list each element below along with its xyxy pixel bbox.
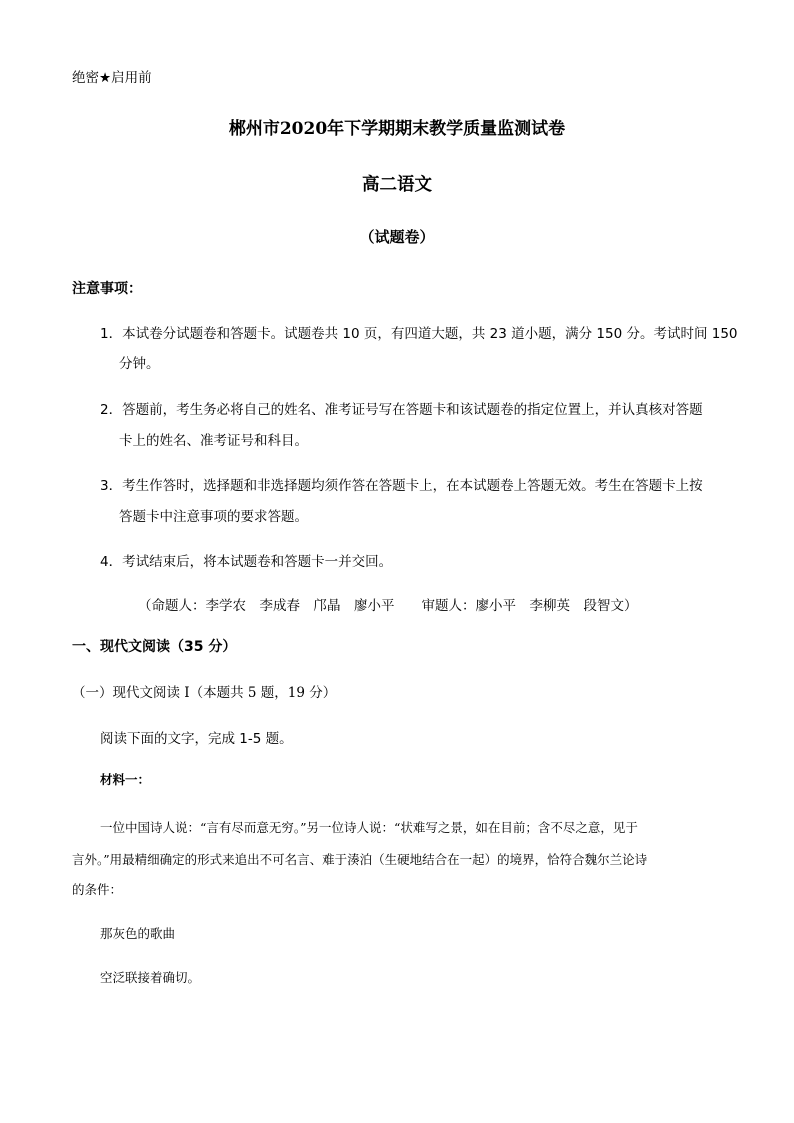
authors-line: （命题人：李学农 李成春 邝晶 廖小平 审题人：廖小平 李柳英 段智文）	[138, 598, 638, 614]
notice-item-2-line-2: 卡上的姓名、准考证号和科目。	[119, 433, 308, 449]
notice-item-3-line-1: 3．考生作答时，选择题和非选择题均须作答在答题卡上，在本试题卷上答题无效。考生在答题卡上按	[100, 478, 703, 494]
subsection-title: （一）现代文阅读 I（本题共 5 题，19 分）	[72, 685, 337, 701]
notice-item-1-line-1: 1．本试卷分试题卷和答题卡。试题卷共 10 页，有四道大题，共 23 道小题，满分 150 分。考试时间 150	[100, 326, 738, 342]
poem-line-2: 空泛联接着确切。	[100, 970, 201, 985]
material-label: 材料一：	[100, 772, 151, 787]
notice-item-1-line-2: 分钟。	[119, 356, 160, 372]
material-paragraph-line-1: 一位中国诗人说：“言有尽而意无穷。”另一位诗人说：“状难写之景，如在目前；含不尽之意，见于	[100, 820, 638, 835]
paper-kind-label: （试题卷）	[359, 228, 435, 246]
notice-item-4-line-1: 4．考试结束后，将本试题卷和答题卡一并交回。	[100, 554, 393, 570]
poem-line-1: 那灰色的歌曲	[100, 926, 176, 941]
reading-instruction: 阅读下面的文字，完成 1-5 题。	[100, 731, 293, 747]
notice-heading: 注意事项：	[72, 281, 142, 297]
secret-mark: 绝密★启用前	[72, 70, 152, 86]
material-paragraph-line-3: 的条件：	[72, 882, 123, 897]
material-paragraph-line-2: 言外。”用最精细确定的形式来追出不可名言、难于湊泊（生硬地结合在一起）的境界，恰符合魏尔兰论诗	[72, 852, 648, 867]
notice-item-2-line-1: 2．答题前，考生务必将自己的姓名、准考证号写在答题卡和该试题卷的指定位置上，并认真核对答题	[100, 402, 703, 418]
exam-title: 郴州市2020年下学期期末教学质量监测试卷	[228, 119, 566, 139]
section-title: 一、现代文阅读（35 分）	[72, 639, 237, 655]
subject-title: 高二语文	[362, 175, 432, 195]
notice-item-3-line-2: 答题卡中注意事项的要求答题。	[119, 509, 308, 525]
